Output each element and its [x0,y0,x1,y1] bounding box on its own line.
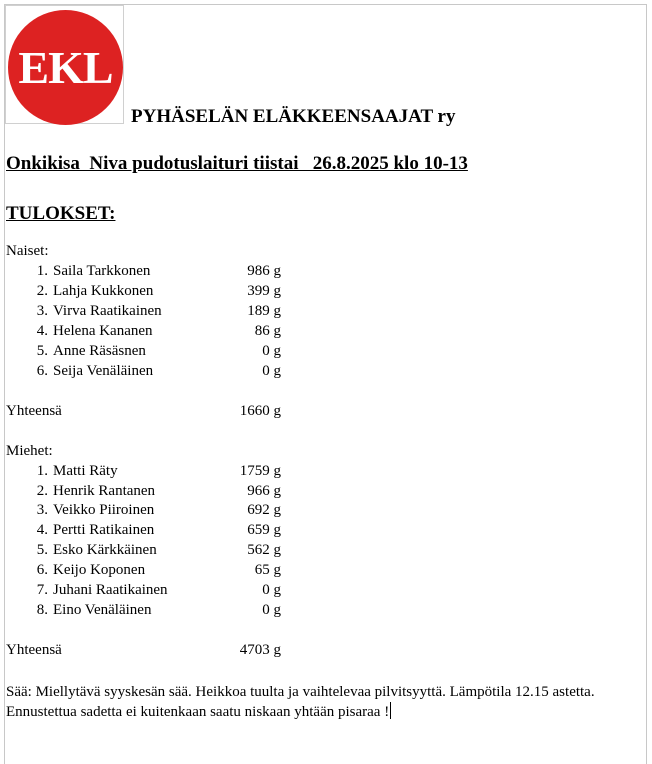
women-label: Naiset: [6,243,49,259]
catch-weight: 0 g [262,343,281,359]
catch-weight: 659 g [247,522,281,538]
participant-name: Helena Kananen [53,323,153,339]
catch-weight: 966 g [247,483,281,499]
participant-name: Saila Tarkkonen [53,263,151,279]
catch-weight: 0 g [262,363,281,379]
participant-name: Esko Kärkkäinen [53,542,157,558]
participant-name: Veikko Piiroinen [53,502,155,518]
ekl-logo [8,10,123,125]
women-total: Yhteensä 1660 g [6,403,281,419]
weather-paragraph[interactable] [6,682,642,722]
catch-weight: 0 g [262,602,281,618]
catch-weight: 86 g [254,323,281,339]
catch-weight: 0 g [262,582,281,598]
participant-name: Keijo Koponen [53,562,146,578]
participant-name: Seija Venäläinen [53,363,154,379]
participant-name: Pertti Ratikainen [53,522,155,538]
weather-text: Sää: Miellytävä syyskesän sää. Heikkoa tuulta ja vaihtelevaa pilvitsyyttä. Lämpötila 12.15 astetta. Ennustettua sadetta ei kuitenkaan saatu niskaan yhtään pisaraa ! [6,684,595,720]
men-total-value: 4703 g [239,642,281,658]
results-heading: TULOKSET: [6,203,116,224]
participant-name: Eino Venäläinen [53,602,152,618]
catch-weight: 65 g [254,562,281,578]
catch-weight: 1759 g [239,463,281,479]
participant-name: Henrik Rantanen [53,483,156,499]
women-total-value: 1660 g [239,403,281,419]
participant-name: Anne Räsäsnen [53,343,146,359]
participant-name: Lahja Kukkonen [53,283,154,299]
catch-weight: 189 g [247,303,281,319]
participant-name: Matti Räty [53,463,118,479]
text-cursor [390,702,391,719]
catch-weight: 692 g [247,502,281,518]
logo-text: EKL [18,41,113,93]
catch-weight: 562 g [247,542,281,558]
participant-name: Juhani Raatikainen [53,582,168,598]
catch-weight: 399 g [247,283,281,299]
event-headline: Onkikisa Niva pudotuslaituri tiistai 26.8.2025 klo 10-13 [6,153,468,174]
document-page[interactable]: EKL PYHÄSELÄN ELÄKKEENSAAJAT ry Onkikisa Niva pudotuslaituri tiistai 26.8.2025 klo 10-13 TULOKSET: Naiset: 1. Saila Tarkkonen 986 g 2. Lahja Kukkonen 399 g 3. Virva Raatikainen 189 g 4. Helena Kananen 86 g 5. Anne Räsäsnen 0 g 6. Seija Venäläinen 0 g Yhteensä 1660 g Miehet: 1. Matti Räty 1759 g 2. Henrik Rantanen 966 g 3. Veikko Piiroinen 692 g 4. Pertti Ratikainen 659 g 5. Esko Kärkkäinen 562 g 6. Keijo Koponen 65 g 7. Juhani Raatikainen 0 g 8. Eino Venäläinen 0 g Yhteensä 4703 g Sää: Miellytävä syyskesän sää. Heikkoa tuulta ja vaihtelevaa pilvitsyyttä. Lämpötila 12.15 astetta. Ennustettua sadetta ei kuitenkaan saatu niskaan yhtään pisaraa ! [4,4,647,764]
catch-weight: 986 g [247,263,281,279]
logo-frame [5,5,124,124]
organization-name: PYHÄSELÄN ELÄKKEENSAAJAT ry [131,106,456,127]
participant-name: Virva Raatikainen [53,303,162,319]
men-label: Miehet: [6,443,53,459]
men-total: Yhteensä 4703 g [6,642,281,658]
